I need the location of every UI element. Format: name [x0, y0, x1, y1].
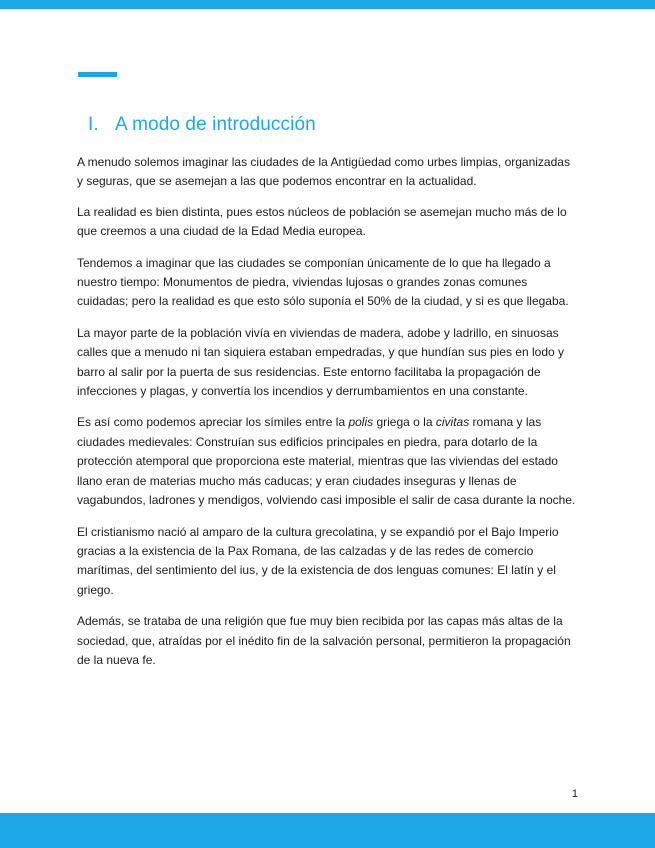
paragraph-1: A menudo solemos imaginar las ciudades de la Antigüedad como urbes limpias, organizadas y seguras, que se asemejan a las que podemos encontrar en la actualidad.: [77, 155, 570, 189]
paragraph-5-part-1: Es así como podemos apreciar los símiles entre la: [77, 415, 349, 430]
document-body: [77, 153, 579, 682]
civitas-term: civitas: [435, 415, 470, 430]
section-heading: [88, 114, 316, 136]
section-number: I.: [88, 114, 99, 135]
top-accent-band: [0, 0, 655, 9]
bottom-accent-band: [0, 813, 655, 848]
paragraph-5-part-3: romana y las ciudades medievales: Construían sus edificios principales en piedra, para dotarlo de la protección atemporal que proporciona este material, mientras que las viviendas del estado llano eran de materias mucho más caducas; y eran ciudades inseguras y llenas de vagabundos, ladrones y mendigos, volviendo casi imposible el salir de casa durante la noche.: [77, 415, 576, 508]
paragraph-3: Tendemos a imaginar que las ciudades se componían únicamente de lo que ha llegado a nuestro tiempo: Monumentos de piedra, viviendas lujosas o grandes zonas comunes cuidadas; pero la realidad es que esto sólo suponía el 50% de la ciudad, y si es que llegaba.: [77, 255, 569, 309]
paragraph-2: La realidad es bien distinta, pues estos núcleos de población se asemejan mucho más de lo que creemos a una ciudad de la Edad Media europea.: [77, 204, 567, 239]
paragraph-6: El cristianismo nació al amparo de la cultura grecolatina, y se expandió por el Bajo Imperio gracias a la existencia de la Pax Romana, de las calzadas y de las redes de comercio marítimas, del sentimiento del ius, y de la existencia de dos lenguas comunes: El latín y el griego.: [77, 524, 559, 597]
paragraph-4: La mayor parte de la población vivía en viviendas de madera, adobe y ladrillo, en sinuosas calles que a menudo ni tan siquiera estaban empedradas, y que hundían sus pies en lodo y barro al salir por la puerta de sus residencias. Este entorno facilitaba la propagación de infecciones y plagas, y convertía los incendios y derrumbamientos en una constante.: [77, 325, 564, 399]
section-title: A modo de introducción: [115, 114, 316, 135]
paragraph-7: Además, se trataba de una religión que fue muy bien recibida por las capas más altas de la sociedad, que, atraídas por el inédito fin de la salvación personal, permitieron la propagación de la nueva fe.: [77, 614, 571, 667]
section-accent-rule: [78, 72, 117, 77]
paragraph-5-part-2: griega o la: [373, 415, 436, 430]
paragraph-5: [77, 413, 579, 510]
page-number: 1: [571, 788, 578, 800]
polis-term: polis: [348, 415, 374, 430]
